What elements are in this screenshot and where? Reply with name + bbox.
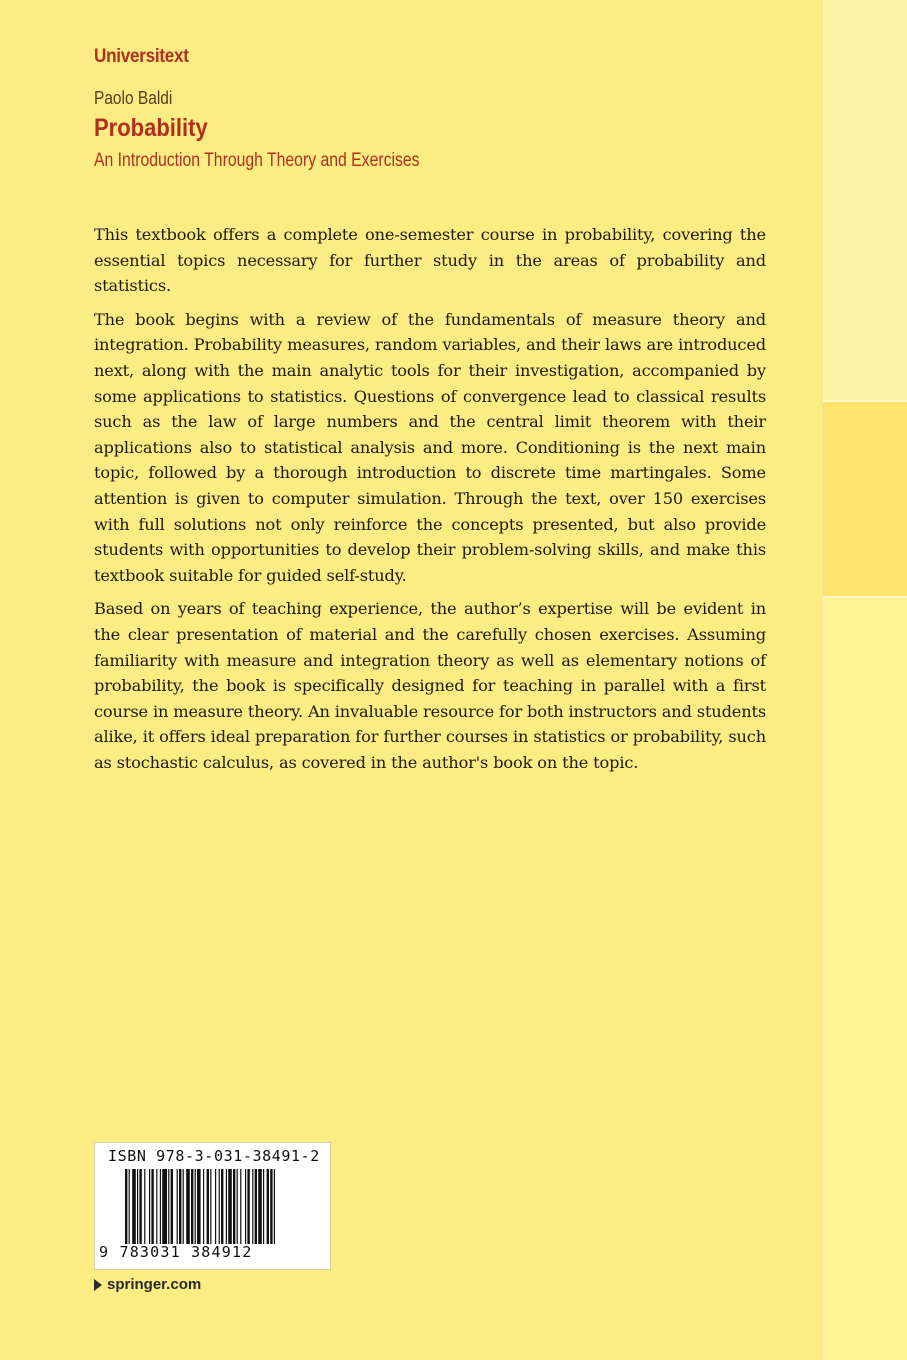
barcode-bar <box>252 1169 253 1244</box>
barcode-bar <box>191 1169 193 1244</box>
series-name: Universitext <box>94 46 189 67</box>
blurb-paragraph: The book begins with a review of the fundamentals of measure theory and integration. Probability measures, random variables, and their laws are introduced next, along with the main analytic tools for their investigation, accompanied by some applications to statistics. Questions of convergence lead to classical results such as the law of large numbers and the central limit theorem with their applications also to statistical analysis and more. Conditioning is the next main topic, followed by a thorough introduction to discrete time martingales. Some attention is given to computer simulation. Through the text, over 150 exercises with full solutions not only reinforce the concepts presented, but also provide students with opportunities to develop their problem-solving skills, and make this textbook suitable for guided self-study. <box>94 309 766 585</box>
barcode-bar <box>247 1169 249 1244</box>
barcode-bar <box>144 1169 145 1244</box>
author-name: Paolo Baldi <box>94 88 173 108</box>
barcode-bar <box>240 1169 241 1244</box>
barcode-bar <box>215 1169 216 1244</box>
barcode-bar <box>168 1169 169 1244</box>
barcode-bar <box>132 1169 136 1244</box>
barcode-bar <box>267 1169 269 1244</box>
book-subtitle: An Introduction Through Theory and Exercises <box>94 150 420 171</box>
barcode-bar <box>151 1169 153 1244</box>
barcode-bar <box>197 1169 201 1244</box>
barcode-bar <box>233 1169 235 1244</box>
isbn-label: ISBN 978-3-031-38491-2 <box>108 1147 320 1165</box>
barcode-bar <box>207 1169 209 1244</box>
barcode-bar <box>274 1169 275 1244</box>
barcode-bar <box>219 1169 220 1244</box>
barcode-bar <box>171 1169 173 1244</box>
barcode-bar <box>186 1169 190 1244</box>
barcode-bar <box>221 1169 223 1244</box>
isbn-barcode <box>94 1142 331 1270</box>
spine-color-band <box>822 0 907 1360</box>
barcode-bar <box>210 1169 211 1244</box>
barcode-bar <box>149 1169 150 1244</box>
barcode-bar <box>129 1169 130 1244</box>
barcode-digits: 9 783031 384912 <box>99 1243 253 1261</box>
barcode-bar <box>270 1169 272 1244</box>
barcode-bar <box>160 1169 161 1244</box>
barcode-bar <box>162 1169 167 1244</box>
barcode-bar <box>237 1169 238 1244</box>
barcode-bar <box>183 1169 184 1244</box>
barcode-bar <box>139 1169 141 1244</box>
blurb-paragraph: Based on years of teaching experience, the author’s expertise will be evident in the clear presentation of material and the carefully chosen exercises. Assuming familiarity with measure and integration theory as well as elementary notions of probability, the book is specifically designed for teaching in parallel with a first course in measure theory. An invaluable resource for both instructors and students alike, it offers ideal preparation for further courses in statistics or probability, such as stochastic calculus, as covered in the author's book on the topic. <box>94 599 766 772</box>
book-title: Probability <box>94 114 208 142</box>
blurb-paragraph: This textbook offers a complete one-semester course in probability, covering the essential topics necessary for further study in the areas of probability and statistics. <box>94 225 766 296</box>
barcode-bar <box>156 1169 157 1244</box>
barcode-bars <box>125 1169 320 1244</box>
publisher-url: springer.com <box>107 1276 202 1293</box>
barcode-bar <box>245 1169 246 1244</box>
barcode-bar <box>228 1169 232 1244</box>
description-blurb <box>94 222 766 783</box>
publisher-link[interactable] <box>94 1276 201 1293</box>
barcode-bar <box>177 1169 178 1244</box>
barcode-bar <box>179 1169 181 1244</box>
barcode-bar <box>203 1169 204 1244</box>
barcode-bar <box>137 1169 138 1244</box>
barcode-bar <box>226 1169 227 1244</box>
barcode-bar <box>263 1169 264 1244</box>
barcode-bar <box>195 1169 196 1244</box>
barcode-bar <box>255 1169 257 1244</box>
barcode-bar <box>125 1169 127 1244</box>
barcode-bar <box>258 1169 262 1244</box>
arrow-right-icon <box>94 1279 102 1291</box>
